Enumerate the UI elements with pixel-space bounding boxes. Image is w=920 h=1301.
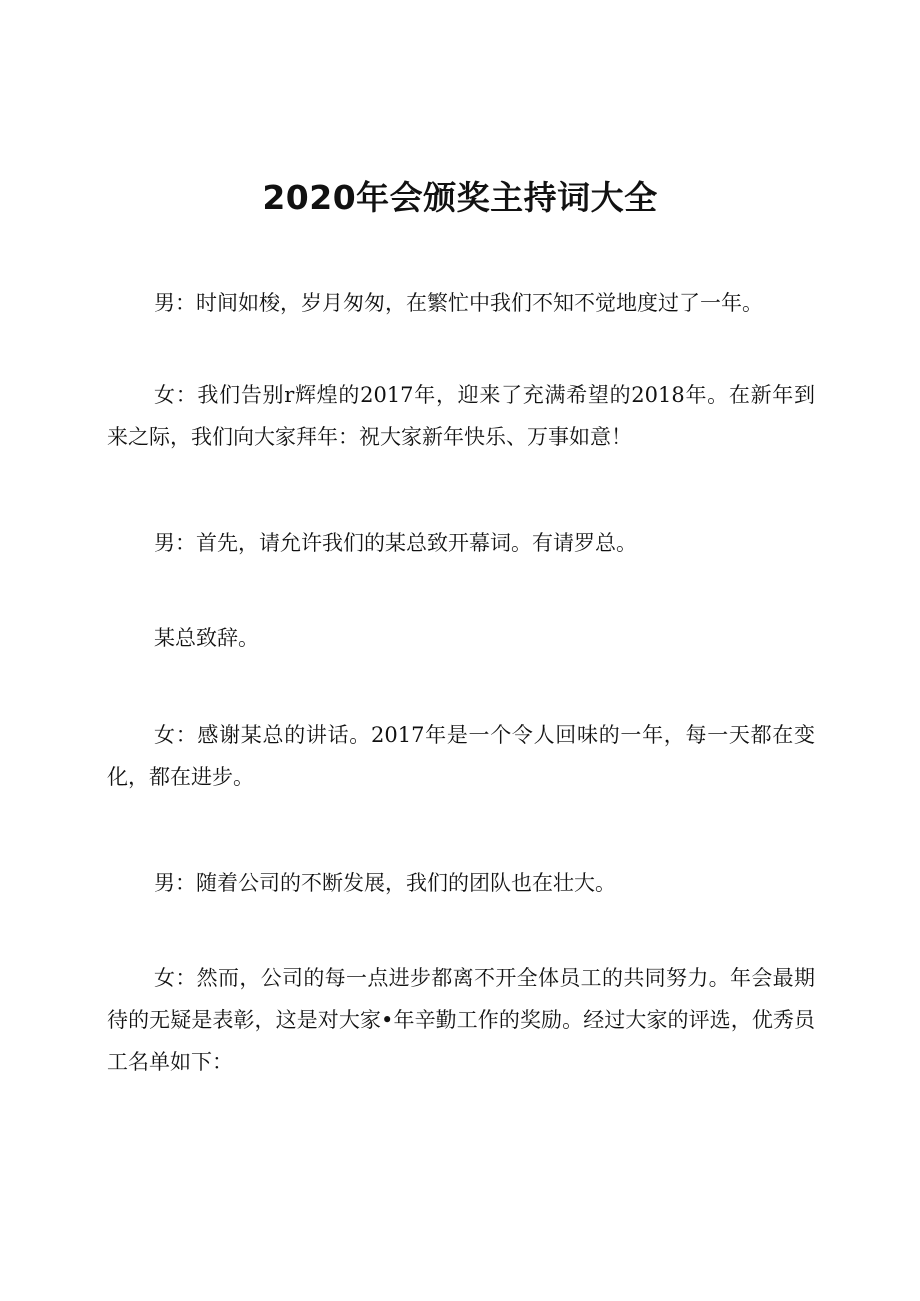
paragraph-2: 女：我们告别r辉煌的2017年，迎来了充满希望的2018年。在新年到来之际，我们向大家拜年：祝大家新年快乐、万事如意！ [107,383,815,449]
paragraph-1: 男：时间如梭，岁月匆匆，在繁忙中我们不知不觉地度过了一年。 [154,291,763,315]
paragraph-7: 女：然而，公司的每一点进步都离不开全体员工的共同努力。年会最期待的无疑是表彰，这是对大家•年辛勤工作的奖励。经过大家的评选，优秀员工名单如下： [107,966,815,1074]
paragraph-6: 男：随着公司的不断发展，我们的团队也在壮大。 [154,871,616,895]
paragraph-4: 某总致辞。 [154,626,259,650]
document-title: 2020年会颁奖主持词大全 [262,178,658,217]
paragraph-3: 男：首先，请允许我们的某总致开幕词。有请罗总。 [154,531,637,555]
paragraph-5: 女：感谢某总的讲话。2017年是一个令人回味的一年，每一天都在变化，都在进步。 [107,723,815,789]
